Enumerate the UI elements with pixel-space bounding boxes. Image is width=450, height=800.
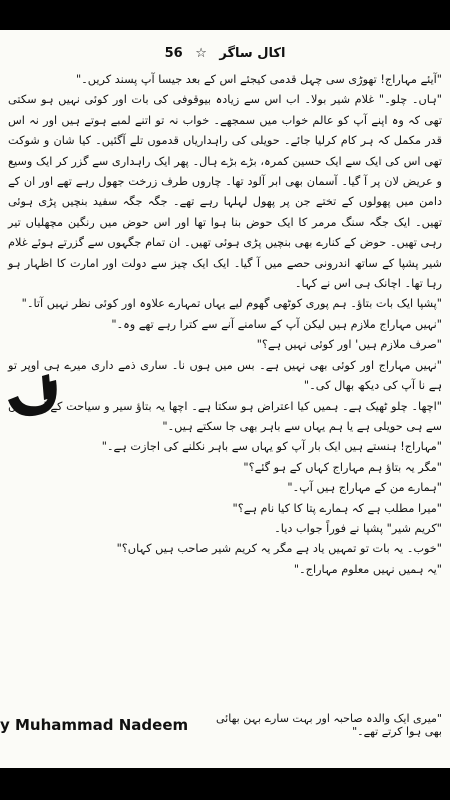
paragraph: "اچھا۔ چلو ٹھیک ہے۔ ہمیں کیا اعتراض ہو سکتا ہے۔ اچھا یہ بتاؤ سیر و سیاحت کے لیے یہاں سے ہی حویلی ہے یا ہم یہاں سے باہر بھی جا سکتے ہیں۔" [8, 399, 442, 433]
paragraph: "میرا مطلب ہے کہ ہمارے پتا کا کیا نام ہے؟" [232, 501, 442, 515]
book-title: اکال ساگر [219, 46, 286, 61]
paragraph: "نہیں مہاراج اور کوئی بھی نہیں ہے۔ بس میں ہوں نا۔ ساری ذمے داری میرے ہی اوپر تو ہے نا آپ کی دیکھ بھال کی۔" [8, 358, 442, 393]
paragraph: "پشپا ایک بات بتاؤ۔ ہم پوری کوٹھی گھوم لیے یہاں تمہارے علاوہ اور کوئی نظر نہیں آتا۔" [21, 297, 442, 311]
book-page [0, 30, 450, 768]
page-number: 56 [164, 46, 183, 61]
paragraph: "کریم شیر" پشپا نے فوراً جواب دیا۔ [274, 521, 442, 535]
paragraph: "ہاں۔ چلو۔" غلام شیر بولا۔ اب اس سے زیادہ بیوقوفی کی بات اور کوئی نہیں ہو سکتی تھی کہ وہ اپنے آپ کو عالم خواب میں سمجھے۔ خواب نہ تو اتنے لمبے ہوتے ہیں اور نہ اس قدر مکمل کہ ہر کام کرلیا جائے۔ حویلی کی راہداریاں قدموں تلے آگئیں۔ کیا شان و شوکت تھی اس کی ایک سے ایک حسین کمرہ، بڑے بڑے ہال۔ پھر ایک راہداری سے گزر کر ایک وسیع و عریض لان پر آ گیا۔ آسمان بھی ابر آلود تھا۔ چاروں طرف زرخت جھول رہے تھے اور ان کے دامن میں پھولوں کے تختے جن پر پھول لہلہا رہے تھے۔ جگہ جگہ سفید بنچیں پڑی ہوئی تھیں۔ ایک جگہ سنگ مرمر کا ایک حوض بنا ہوا تھا اور اس حوض میں رنگین مچھلیاں تیر رہی تھیں۔ حوض کے کنارے بھی بنچیں پڑی ہوئی تھیں۔ ان تمام جگہوں سے گزرتے ہوئے غلام شیر پشپا کے ساتھ اندرونی حصے میں آ گیا۔ ایک ایک چیز سے دولت اور امارت کا اظہار ہو رہا تھا۔ اچانک ہی اس نے کہا۔ [8, 93, 442, 291]
author-credit: y Muhammad Nadeem [0, 716, 192, 734]
paragraph: "مگر یہ بتاؤ ہم مہاراج کہاں کے ہو گئے؟" [243, 460, 442, 474]
page-header [0, 46, 450, 61]
paragraph: "یہ ہمیں نہیں معلوم مہاراج۔" [293, 562, 442, 576]
paragraph: "ہمارے من کے مہاراج ہیں آپ۔" [287, 481, 442, 495]
paragraph: "نہیں مہاراج ملازم ہیں لیکن آپ کے سامنے آنے سے کترا رہے تھے وہ۔" [111, 317, 442, 331]
star-ornament: ☆ [195, 46, 207, 61]
paragraph: "مہاراج! ہنستے ہیں ایک بار آپ کو یہاں سے باہر نکلنے کی اجازت ہے۔" [101, 440, 442, 454]
page-body [8, 70, 442, 580]
last-line: "میری ایک والدہ صاحبہ اور بہت سارے بہن بھائی بھی ہوا کرتے تھے۔" [216, 712, 442, 738]
calligraphy-mark-icon [2, 370, 72, 430]
paragraph: "صرف ملازم ہیں' اور کوئی نہیں ہے؟" [256, 338, 442, 352]
paragraph: "خوب۔ یہ بات تو تمہیں یاد ہے مگر یہ کریم شیر صاحب ہیں کہاں؟" [116, 542, 442, 556]
paragraph: "آیئے مہاراج! تھوڑی سی چہل قدمی کیجئے اس کے بعد جیسا آپ پسند کریں۔" [75, 73, 442, 86]
